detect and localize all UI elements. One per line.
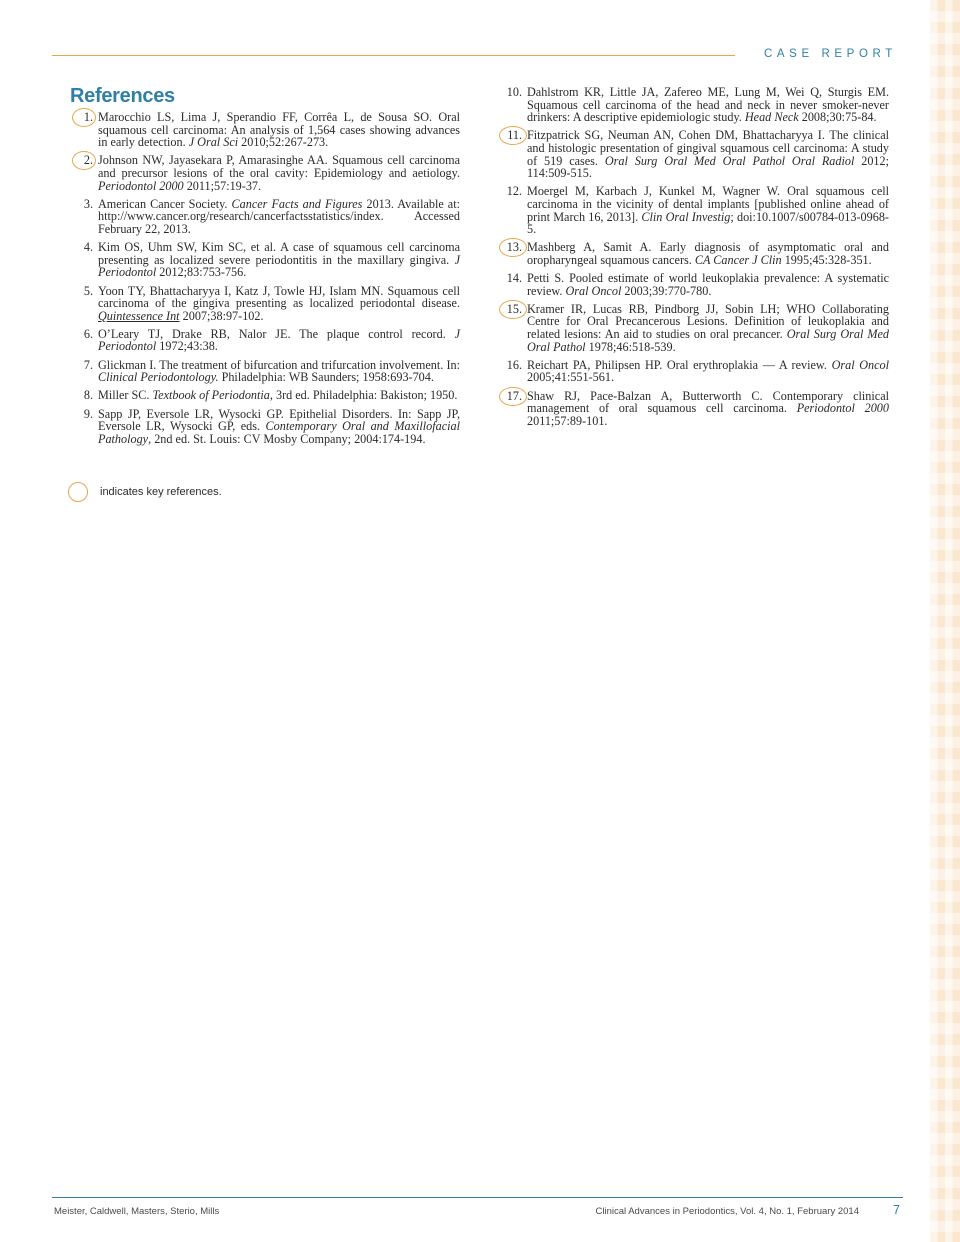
reference-text-part: Sapp JP, Eversole LR, Wysocki GP. Epithelial Disorders. In: Sapp JP, Eversole LR, Wysocki GP, eds.	[98, 406, 460, 434]
footer-journal: Clinical Advances in Periodontics, Vol. 4, No. 1, February 2014	[595, 1206, 859, 1217]
reference-journal-title: J Oral Sci	[188, 135, 239, 150]
reference-journal-title: Oral Surg Oral Med Oral Pathol Oral Radiol	[604, 153, 855, 168]
key-reference-number: 1.	[68, 111, 98, 124]
reference-text-part: ; doi:10.1007/s00784-013-0968-5.	[527, 209, 889, 237]
reference-number: 6.	[83, 326, 93, 341]
reference-text-part: , 3rd ed. Philadelphia: Bakiston; 1950.	[269, 388, 458, 403]
reference-journal-title: Clinical Periodontology.	[98, 370, 219, 385]
reference-text-part: 2003;39:770-780.	[621, 283, 712, 298]
reference-text-part: 2011;57:19-37.	[183, 178, 262, 193]
reference-text-part: 2012;83:753-756.	[156, 265, 247, 280]
reference-text-part: 2008;30:75-84.	[798, 110, 877, 125]
reference-journal-title: J Periodontol	[98, 326, 460, 354]
reference-number: 7.	[83, 357, 93, 372]
key-reference-number: 2.	[68, 154, 98, 167]
reference-text-part: 1995;45:328-351.	[781, 252, 872, 267]
reference-item	[497, 272, 889, 297]
reference-item	[68, 154, 460, 192]
reference-journal-title: Contemporary Oral and Maxillofacial Pathology	[98, 419, 460, 446]
reference-text	[527, 390, 889, 428]
reference-number: 10.	[506, 85, 522, 99]
reference-journal-title: Oral Oncol	[831, 357, 889, 372]
reference-text-part: Reichart PA, Philipsen HP. Oral erythroplakia — A review.	[527, 357, 832, 372]
reference-journal-title: Cancer Facts and Figures	[231, 196, 363, 211]
reference-item	[497, 185, 889, 235]
reference-number: 14.	[506, 271, 522, 286]
reference-text	[98, 285, 460, 323]
reference-number: 5.	[83, 283, 93, 298]
key-reference-number: 11.	[497, 129, 527, 142]
reference-number: 4.	[83, 240, 93, 255]
reference-item	[497, 303, 889, 353]
reference-item	[497, 86, 889, 124]
reference-text-part: Kramer IR, Lucas RB, Pindborg JJ, Sobin LH; WHO Collaborating Centre for Oral Precancerous Lesions. Definition of leukoplakia and related lesions: An aid to studies on oral precancer.	[527, 301, 889, 342]
reference-text	[98, 328, 460, 353]
reference-item	[68, 328, 460, 353]
reference-journal-title: J Periodontol	[98, 252, 460, 280]
reference-text-part: Kim OS, Uhm SW, Kim SC, et al. A case of squamous cell carcinoma presenting as localized severe periodontitis in the maxillary gingiva.	[98, 240, 460, 267]
reference-item	[68, 359, 460, 384]
reference-text-part: Petti S. Pooled estimate of world leukoplakia prevalence: A systematic review.	[527, 271, 889, 298]
reference-text-part: 2010;52:267-273.	[238, 135, 329, 150]
reference-text-part: Fitzpatrick SG, Neuman AN, Cohen DM, Bhattacharyya I. The clinical and histologic presentation of gingival squamous cell carcinoma: A study of 519 cases.	[527, 128, 889, 168]
reference-text-part: 1978;46:518-539.	[585, 339, 676, 354]
reference-text-part: O’Leary TJ, Drake RB, Nalor JE. The plaque control record.	[98, 326, 455, 341]
reference-journal-title: Oral Surg Oral Med Oral Pathol	[527, 327, 889, 354]
decorative-side-strip	[930, 0, 960, 1242]
reference-text-part: Marocchio LS, Lima J, Sperandio FF, Corrêa L, de Sousa SO. Oral squamous cell carcinoma: An analysis of 1,564 cases showing advances in early detection.	[98, 110, 460, 150]
references-right-column	[497, 86, 889, 427]
footer-authors: Meister, Caldwell, Masters, Sterio, Mills	[54, 1206, 220, 1217]
reference-text	[98, 241, 460, 279]
reference-text-part: Shaw RJ, Pace-Balzan A, Butterworth C. Contemporary clinical management of oral squamous cell carcinoma.	[527, 388, 889, 416]
key-reference-number: 13.	[497, 241, 527, 254]
reference-text-part: 1972;43:38.	[156, 339, 218, 354]
reference-text-part: 2005;41:551-561.	[527, 370, 615, 385]
reference-text	[527, 129, 889, 179]
reference-text-part: American Cancer Society.	[98, 196, 232, 211]
reference-text-part: Philadelphia: WB Saunders; 1958:693-704.	[218, 370, 434, 385]
reference-text-part: Moergel M, Karbach J, Kunkel M, Wagner W. Oral squamous cell carcinoma in the vicinity of dental implants [published online ahead of print March 16, 2013].	[527, 184, 889, 224]
reference-journal-title: Clin Oral Investig	[641, 209, 731, 224]
reference-text-part: 2013. Available at: http://www.cancer.org/research/cancerfactsstatistics/index. Accessed February 22, 2013.	[98, 196, 460, 236]
reference-text-part: Mashberg A, Samit A. Early diagnosis of asymptomatic oral and oropharyngeal squamous cancers.	[527, 240, 889, 267]
reference-journal-title: Periodontol 2000	[796, 401, 889, 416]
reference-text-part: Glickman I. The treatment of bifurcation and trifurcation involvement. In:	[98, 357, 460, 372]
footer-rule	[52, 1197, 903, 1198]
header-rule	[52, 55, 735, 56]
reference-item	[68, 285, 460, 323]
reference-number: 9.	[83, 406, 93, 421]
reference-journal-title: Quintessence Int	[98, 308, 180, 323]
legend-text: indicates key references.	[100, 486, 222, 498]
reference-journal-title: Textbook of Periodontia	[152, 388, 270, 403]
reference-text-part: Yoon TY, Bhattacharyya I, Katz J, Towle HJ, Islam MN. Squamous cell carcinoma of the gingiva presenting as localized periodontal disease.	[98, 283, 460, 311]
reference-text	[527, 86, 889, 124]
key-reference-number: 15.	[497, 303, 527, 316]
reference-number: 16.	[506, 357, 522, 372]
reference-text	[98, 111, 460, 149]
reference-text	[98, 359, 460, 384]
reference-text	[527, 359, 889, 384]
reference-text-part: 2007;38:97-102.	[179, 308, 264, 323]
reference-journal-title: Oral Oncol	[565, 283, 622, 298]
reference-number: 3.	[83, 196, 93, 211]
reference-item	[497, 129, 889, 179]
references-heading: References	[70, 85, 175, 107]
reference-text-part: Johnson NW, Jayasekara P, Amarasinghe AA. Squamous cell carcinoma and precursor lesions of the oral cavity: Epidemiology and aetiology.	[98, 153, 460, 180]
reference-text	[527, 303, 889, 353]
reference-number: 12.	[506, 184, 522, 199]
reference-number: 8.	[83, 388, 93, 403]
reference-text-part: 2011;57:89-101.	[527, 413, 608, 428]
section-label: CASE REPORT	[764, 48, 897, 60]
reference-item	[68, 389, 460, 402]
reference-item	[68, 241, 460, 279]
reference-text	[98, 408, 460, 446]
reference-item	[497, 390, 889, 428]
reference-item	[497, 241, 889, 266]
references-left-column	[68, 111, 460, 445]
reference-item	[68, 111, 460, 149]
reference-text	[527, 185, 889, 235]
reference-text	[527, 272, 889, 297]
reference-text	[98, 154, 460, 192]
page-number: 7	[893, 1203, 900, 1217]
reference-item	[68, 198, 460, 236]
reference-item	[68, 408, 460, 446]
key-references-legend	[68, 482, 222, 502]
key-reference-number: 17.	[497, 390, 527, 403]
reference-text	[98, 198, 460, 236]
reference-journal-title: Periodontol 2000	[98, 178, 184, 193]
reference-text-part: 2012; 114:509-515.	[527, 153, 889, 181]
reference-journal-title: Head Neck	[744, 110, 799, 125]
key-reference-circle-icon	[68, 482, 88, 502]
reference-text	[527, 241, 889, 266]
reference-text-part: , 2nd ed. St. Louis: CV Mosby Company; 2004:174-194.	[148, 431, 426, 446]
reference-text-part: Dahlstrom KR, Little JA, Zafereo ME, Lung M, Wei Q, Sturgis EM. Squamous cell carcinoma of the head and neck in never smoker-never drinkers: A descriptive epidemiologic study.	[527, 85, 889, 125]
reference-item	[497, 359, 889, 384]
reference-text	[98, 389, 460, 402]
reference-text-part: Miller SC.	[98, 388, 153, 403]
reference-journal-title: CA Cancer J Clin	[694, 252, 782, 267]
